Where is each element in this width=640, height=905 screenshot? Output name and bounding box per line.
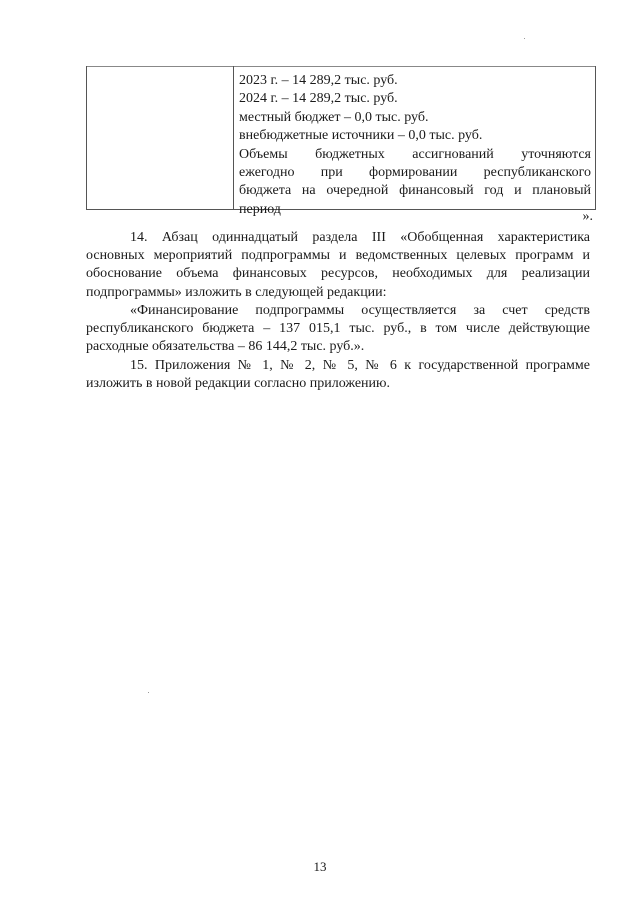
- closing-quote: ».: [582, 209, 593, 224]
- paragraph-15: [86, 357, 590, 393]
- paragraph-quote: [86, 302, 590, 357]
- paragraph-line: изложить в новой редакции согласно приложению.: [86, 376, 391, 392]
- paragraph-line: расходные обязательства – 86 144,2 тыс. руб.».: [86, 339, 365, 355]
- cell-line-extrabudget: внебюджетные источники – 0,0 тыс. руб.: [239, 128, 483, 144]
- cell-line-note-4: период: [239, 201, 281, 217]
- page-number: 13: [313, 859, 327, 874]
- paragraph-line: республиканского бюджета – 137 015,1 тыс. руб., в том числе действующие: [86, 321, 590, 337]
- table-top-border: [87, 66, 595, 67]
- paragraph-line: 15. Приложения № 1, № 2, № 5, № 6 к государственной программе: [130, 358, 590, 373]
- cell-line-2023: 2023 г. – 14 289,2 тыс. руб.: [239, 73, 398, 88]
- paragraph-line: обоснование объема финансовых ресурсов, необходимых для реализации: [86, 266, 590, 282]
- cell-line-note-3: бюджета на очередной финансовый год и плановый: [239, 183, 591, 199]
- cell-line-2024: 2024 г. – 14 289,2 тыс. руб.: [239, 91, 398, 107]
- paragraph-line: «Финансирование подпрограммы осуществляется за счет средств: [130, 303, 590, 318]
- paragraph-14: [86, 229, 590, 302]
- table-column-divider: [233, 66, 234, 209]
- table-right-cell: [239, 72, 591, 219]
- paragraph-line: подпрограммы» изложить в следующей редакции:: [86, 284, 387, 300]
- scan-speck: [148, 692, 149, 693]
- paragraph-line: 14. Абзац одиннадцатый раздела III «Обобщенная характеристика: [130, 230, 590, 245]
- scan-speck: [524, 38, 525, 39]
- cell-line-local-budget: местный бюджет – 0,0 тыс. руб.: [239, 109, 429, 125]
- paragraph-line: основных мероприятий подпрограммы и ведомственных целевых программ и: [86, 248, 590, 264]
- financing-table: [86, 66, 596, 217]
- cell-line-note-1: Объемы бюджетных ассигнований уточняются: [239, 146, 591, 162]
- cell-line-note-2: ежегодно при формировании республиканского: [239, 165, 591, 181]
